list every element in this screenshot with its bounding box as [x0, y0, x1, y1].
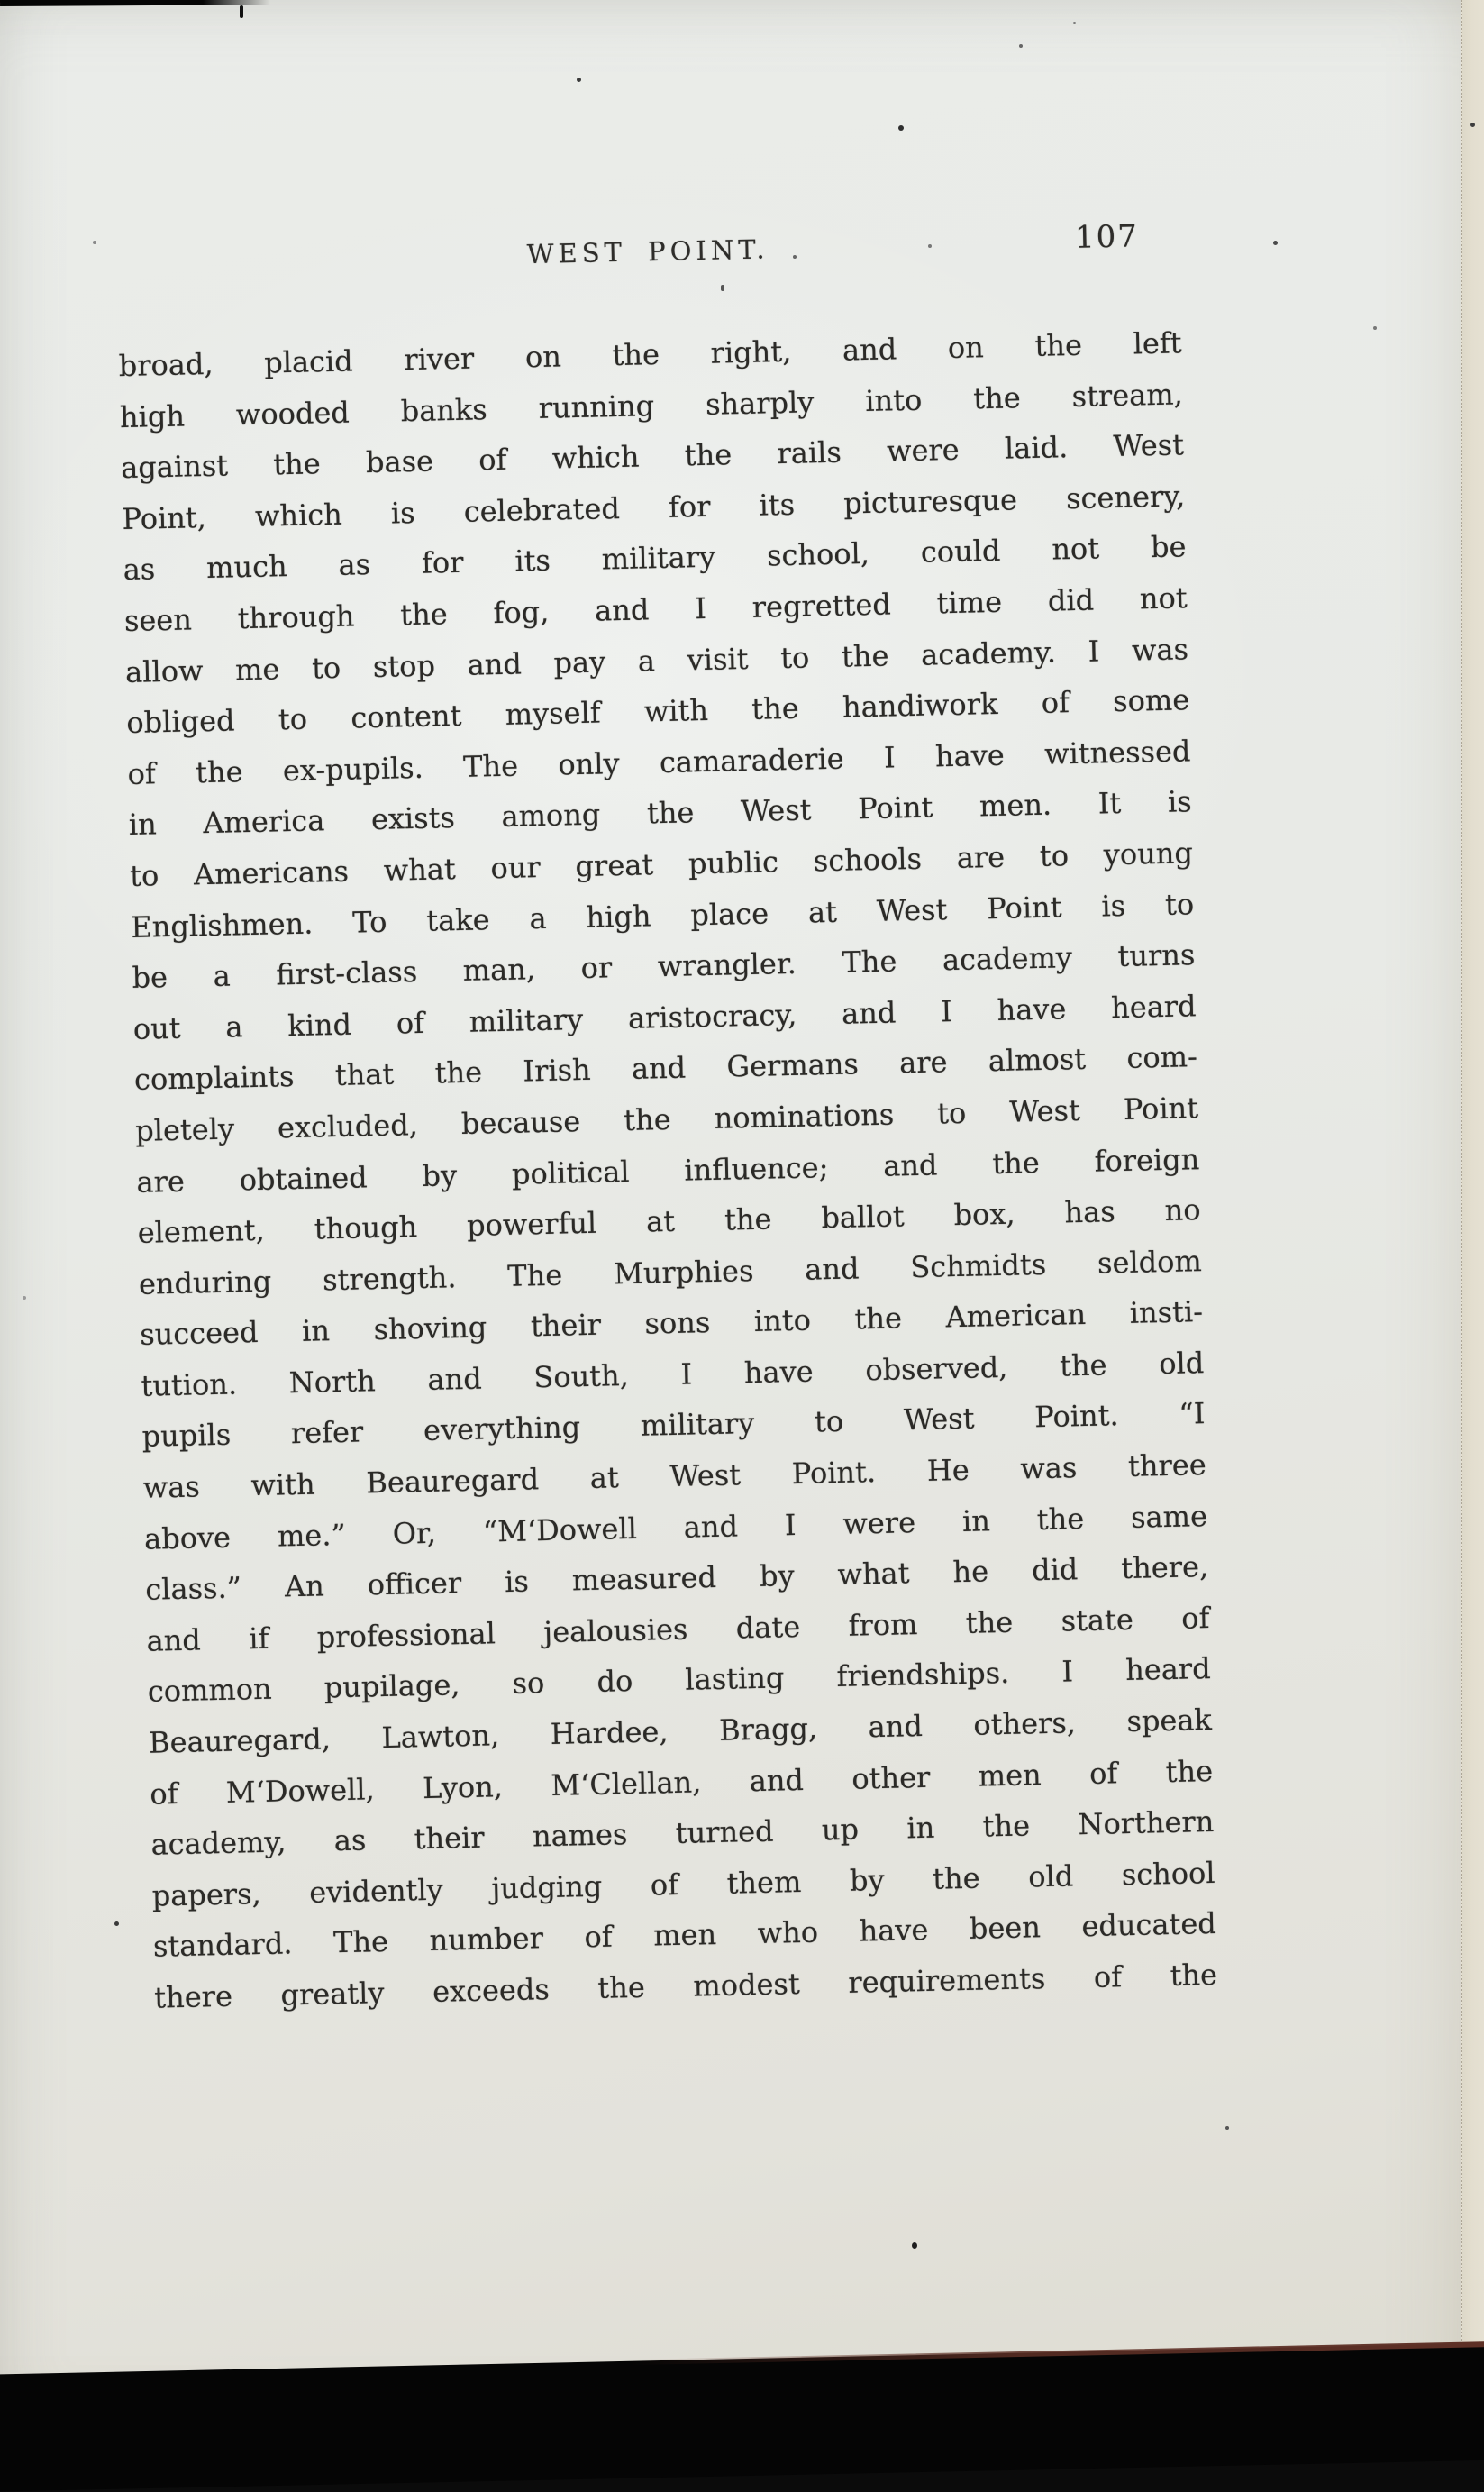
- text-line: element, though powerful at the ballot box, has no: [137, 1192, 1201, 1250]
- page-header: [116, 218, 1180, 302]
- text-line: allow me to stop and pay a visit to the academy. I was: [124, 631, 1189, 689]
- ink-speck: [1073, 22, 1076, 24]
- ink-speck: [928, 244, 932, 248]
- text-line: to Americans what our great public schools are to young: [129, 835, 1194, 893]
- ink-speck: [23, 1296, 26, 1300]
- text-line: was with Beauregard at West Point. He was three: [142, 1447, 1207, 1505]
- text-line: as much as for its military school, could not be: [123, 529, 1187, 588]
- ink-speck: [114, 1921, 119, 1926]
- ink-speck: [1273, 241, 1278, 245]
- ink-speck: [577, 78, 581, 82]
- ink-speck: [1470, 123, 1475, 127]
- text-line: of M‘Dowell, Lyon, M‘Clellan, and other men of the: [149, 1753, 1214, 1812]
- text-line: complaints that the Irish and Germans are almost com-: [133, 1039, 1198, 1098]
- text-line: out a kind of military aristocracy, and I have heard: [132, 988, 1197, 1046]
- text-line: papers, evidently judging of them by the old school: [151, 1855, 1215, 1913]
- text-line: are obtained by political influence; and the foreign: [136, 1141, 1200, 1200]
- text-line: high wooded banks running sharply into the stream,: [119, 376, 1184, 434]
- scan-top-edge: [0, 0, 270, 6]
- ink-speck: [793, 255, 797, 259]
- ink-speck: [721, 285, 724, 291]
- text-line: in America exists among the West Point men. It is: [128, 784, 1193, 843]
- text-line: succeed in shoving their sons into the American insti-: [139, 1294, 1204, 1353]
- page-body-text: [118, 317, 1217, 2023]
- ink-speck: [1019, 44, 1023, 48]
- running-header-title: WEST POINT.: [526, 233, 769, 270]
- text-line: and if professional jealousies date from the state of: [146, 1600, 1210, 1658]
- ink-speck: [898, 125, 904, 131]
- text-line: obliged to content myself with the handiwork of some: [126, 682, 1190, 741]
- text-line: there greatly exceeds the modest requirements of the: [153, 1957, 1218, 2015]
- text-line: pupils refer everything military to West Point. “I: [141, 1396, 1206, 1455]
- text-line: Point, which is celebrated for its picturesque scenery,: [122, 479, 1186, 536]
- text-line: common pupilage, so do lasting friendships. I heard: [147, 1651, 1212, 1710]
- text-line: against the base of which the rails were laid. West: [120, 427, 1185, 486]
- text-line: academy, as their names turned up in the Northern: [150, 1804, 1215, 1862]
- printed-content: [111, 0, 1226, 2403]
- text-line: seen through the fog, and I regretted time did not: [123, 580, 1188, 638]
- ink-speck: [240, 5, 243, 18]
- text-line: broad, placid river on the right, and on the left: [118, 325, 1182, 384]
- text-line: Beauregard, Lawton, Hardee, Bragg, and others, speak: [148, 1702, 1213, 1760]
- ink-speck: [1225, 2126, 1229, 2130]
- text-line: pletely excluded, because the nominations to West Point: [134, 1091, 1199, 1148]
- text-line: above me.” Or, “M‘Dowell and I were in the same: [143, 1498, 1208, 1556]
- text-line: tution. North and South, I have observed, the old: [141, 1345, 1205, 1403]
- ink-speck: [93, 241, 96, 244]
- page-number: 107: [1074, 218, 1140, 256]
- text-line: standard. The number of men who have been educated: [152, 1906, 1217, 1965]
- text-line: Englishmen. To take a high place at West Point is to: [130, 886, 1195, 945]
- text-line: of the ex-pupils. The only camaraderie I have witnessed: [127, 733, 1191, 791]
- text-line: class.” An officer is measured by what he did there,: [144, 1549, 1209, 1608]
- ink-speck: [1373, 326, 1377, 330]
- text-line: be a first-class man, or wrangler. The academy turns: [132, 937, 1196, 996]
- book-page-right-edge: [1461, 0, 1484, 2391]
- ink-speck: [912, 2242, 917, 2249]
- text-line: enduring strength. The Murphies and Schmidts seldom: [138, 1243, 1203, 1301]
